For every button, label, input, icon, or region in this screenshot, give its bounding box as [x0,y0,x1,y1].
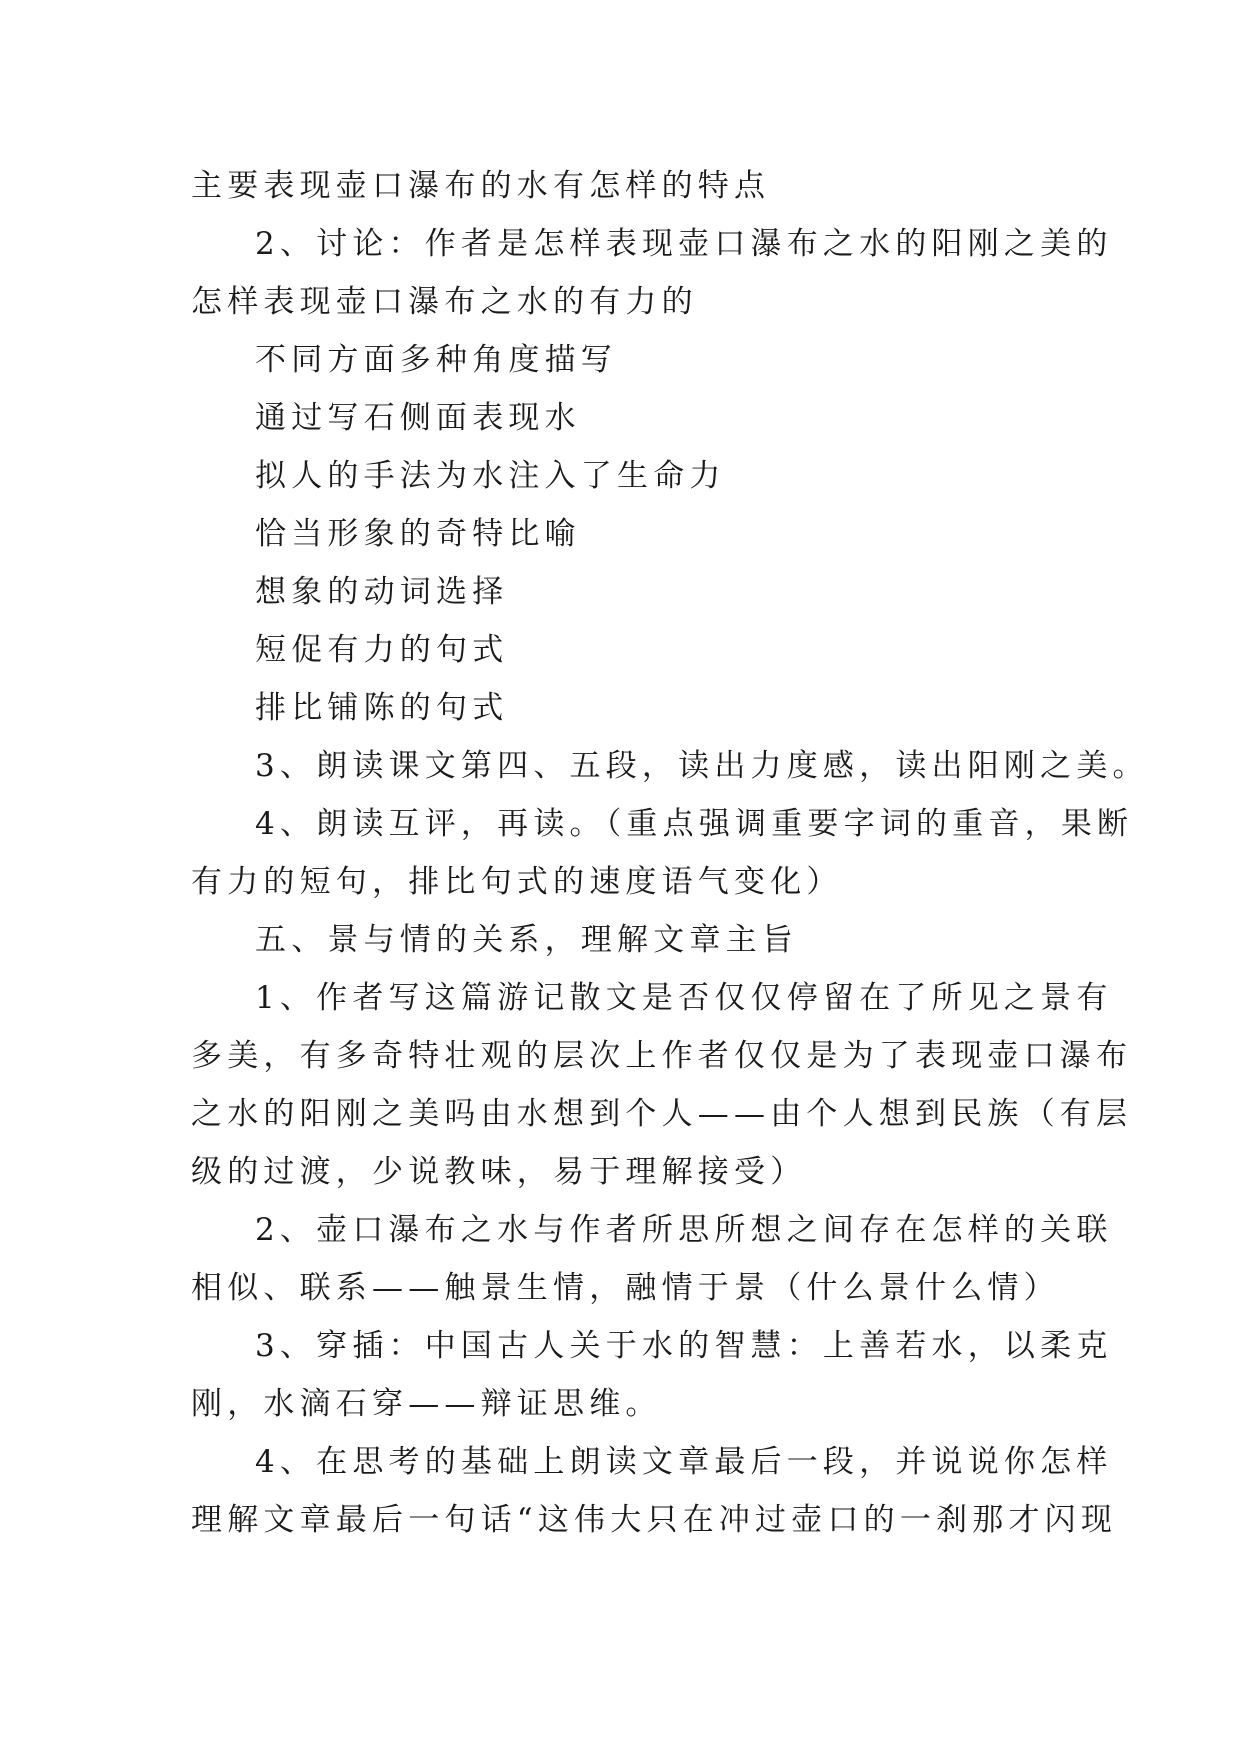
text-line-24: 理解文章最后一句话“这伟大只在冲过壶口的一刹那才闪现 [191,1502,1118,1538]
text-line-12: 4、朗读互评，再读。（重点强调重要字词的重音，果断 [255,806,1134,842]
text-line-4: 不同方面多种角度描写 [255,342,617,378]
text-line-15: 1、作者写这篇游记散文是否仅仅停留在了所见之景有 [255,980,1113,1016]
text-line-10: 排比铺陈的句式 [255,690,509,726]
text-line-14: 五、景与情的关系，理解文章主旨 [255,922,798,958]
text-line-1: 主要表现壶口瀑布的水有怎样的特点 [191,168,771,204]
text-line-9: 短促有力的句式 [255,632,509,668]
text-line-13: 有力的短句，排比句式的速度语气变化） [191,864,843,900]
text-line-11: 3、朗读课文第四、五段，读出力度感，读出阳刚之美。 [255,748,1149,784]
text-line-20: 相似、联系——触景生情，融情于景（什么景什么情） [191,1270,1060,1306]
text-line-21: 3、穿插：中国古人关于水的智慧：上善若水，以柔克 [255,1328,1113,1364]
text-line-3: 怎样表现壶口瀑布之水的有力的 [191,284,698,320]
text-line-2: 2、讨论：作者是怎样表现壶口瀑布之水的阳刚之美的 [255,226,1113,262]
text-line-6: 拟人的手法为水注入了生命力 [255,458,726,494]
text-line-8: 想象的动词选择 [255,574,509,610]
text-line-19: 2、壶口瀑布之水与作者所思所想之间存在怎样的关联 [255,1212,1113,1248]
text-line-22: 刚，水滴石穿——辩证思维。 [191,1386,662,1422]
text-line-7: 恰当形象的奇特比喻 [255,516,581,552]
text-line-17: 之水的阳刚之美吗由水想到个人——由个人想到民族（有层 [191,1096,1133,1132]
text-line-23: 4、在思考的基础上朗读文章最后一段，并说说你怎样 [255,1444,1113,1480]
text-line-16: 多美，有多奇特壮观的层次上作者仅仅是为了表现壶口瀑布 [191,1038,1133,1074]
text-line-18: 级的过渡，少说教味，易于理解接受） [191,1154,807,1190]
text-line-5: 通过写石侧面表现水 [255,400,581,436]
